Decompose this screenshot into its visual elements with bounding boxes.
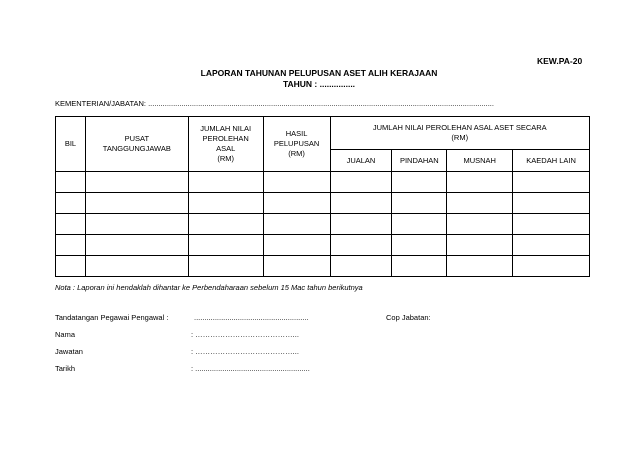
header-kaedah-lain: KAEDAH LAIN: [513, 150, 590, 172]
table-cell[interactable]: [56, 193, 86, 214]
cop-jabatan-label: Cop Jabatan:: [386, 313, 431, 322]
header-jualan: JUALAN: [330, 150, 392, 172]
table-cell[interactable]: [85, 214, 188, 235]
table-cell[interactable]: [263, 172, 330, 193]
table-cell[interactable]: [56, 172, 86, 193]
form-code: KEW.PA-20: [537, 56, 583, 66]
table-cell[interactable]: [263, 235, 330, 256]
header-group-line-1: JUMLAH NILAI PEROLEHAN ASAL ASET SECARA: [372, 123, 547, 132]
table-cell[interactable]: [392, 172, 447, 193]
header-jumlah-line-2: PEROLEHAN: [202, 134, 249, 143]
table-cell[interactable]: [447, 214, 513, 235]
table-cell[interactable]: [513, 172, 590, 193]
table-cell[interactable]: [263, 256, 330, 277]
table-cell[interactable]: [447, 193, 513, 214]
table-cell[interactable]: [330, 214, 392, 235]
table-cell[interactable]: [263, 193, 330, 214]
signature-line[interactable]: .......................................................: [194, 313, 309, 322]
table-cell[interactable]: [263, 214, 330, 235]
header-hasil-line-1: HASIL: [285, 129, 308, 138]
signature-label: Tandatangan Pegawai Pengawal :: [55, 313, 169, 322]
table-cell[interactable]: [56, 256, 86, 277]
table-cell[interactable]: [56, 235, 86, 256]
header-group-line-2: (RM): [451, 133, 469, 142]
header-pusat-line-1: PUSAT: [124, 134, 150, 143]
header-hasil-line-2: PELUPUSAN: [273, 139, 320, 148]
form-title: [0, 68, 638, 90]
header-jumlah-line-4: (RM): [217, 154, 235, 163]
table-cell[interactable]: [513, 235, 590, 256]
jawatan-field[interactable]: : …………………………………...: [191, 347, 299, 356]
header-pindahan: PINDAHAN: [392, 150, 447, 172]
table-cell[interactable]: [85, 193, 188, 214]
table-cell[interactable]: [513, 193, 590, 214]
table-row: [56, 172, 590, 193]
table-row: [56, 193, 590, 214]
header-hasil-pelupusan: [263, 117, 330, 172]
table-cell[interactable]: [330, 193, 392, 214]
header-jumlah-line-3: ASAL: [216, 144, 236, 153]
table-cell[interactable]: [330, 256, 392, 277]
table-cell[interactable]: [513, 214, 590, 235]
nama-label: Nama: [55, 330, 76, 339]
table-cell[interactable]: [188, 256, 263, 277]
table-cell[interactable]: [330, 172, 392, 193]
tarikh-label: Tarikh: [55, 364, 76, 373]
header-jumlah-nilai: [188, 117, 263, 172]
title-line-2: TAHUN : ...............: [282, 79, 356, 89]
table-cell[interactable]: [392, 214, 447, 235]
header-pusat-line-2: TANGGUNGJAWAB: [102, 144, 171, 153]
header-bil: BIL: [56, 117, 86, 172]
note-text: Nota : Laporan ini hendaklah dihantar ke Perbendaharaan sebelum 15 Mac tahun berikutnya: [55, 283, 363, 292]
tarikh-field[interactable]: : .......................................................: [191, 364, 310, 373]
nama-field[interactable]: : …………………………………...: [191, 330, 299, 339]
table-cell[interactable]: [392, 256, 447, 277]
table-cell[interactable]: [513, 256, 590, 277]
table-row: [56, 235, 590, 256]
table-cell[interactable]: [447, 172, 513, 193]
table-cell[interactable]: [392, 193, 447, 214]
table-cell[interactable]: [85, 172, 188, 193]
table-cell[interactable]: [188, 235, 263, 256]
table-cell[interactable]: [447, 256, 513, 277]
table-cell[interactable]: [392, 235, 447, 256]
table-cell[interactable]: [56, 214, 86, 235]
table-cell[interactable]: [188, 193, 263, 214]
header-jumlah-line-1: JUMLAH NILAI: [200, 124, 252, 133]
table-cell[interactable]: [447, 235, 513, 256]
table-cell[interactable]: [85, 235, 188, 256]
jawatan-label: Jawatan: [55, 347, 83, 356]
title-line-1: LAPORAN TAHUNAN PELUPUSAN ASET ALIH KERAJAAN: [200, 68, 438, 78]
header-pusat-tanggungjawab: [85, 117, 188, 172]
header-group-jumlah-nilai: [330, 117, 589, 150]
table-row: [56, 256, 590, 277]
table-cell[interactable]: [85, 256, 188, 277]
table-cell[interactable]: [330, 235, 392, 256]
table-cell[interactable]: [188, 214, 263, 235]
header-musnah: MUSNAH: [447, 150, 513, 172]
ministry-field: KEMENTERIAN/JABATAN: ......................................................................................................................................................................: [55, 99, 494, 108]
table-row: [56, 214, 590, 235]
header-hasil-line-3: (RM): [288, 149, 305, 158]
table-cell[interactable]: [188, 172, 263, 193]
disposal-table: [55, 116, 590, 277]
